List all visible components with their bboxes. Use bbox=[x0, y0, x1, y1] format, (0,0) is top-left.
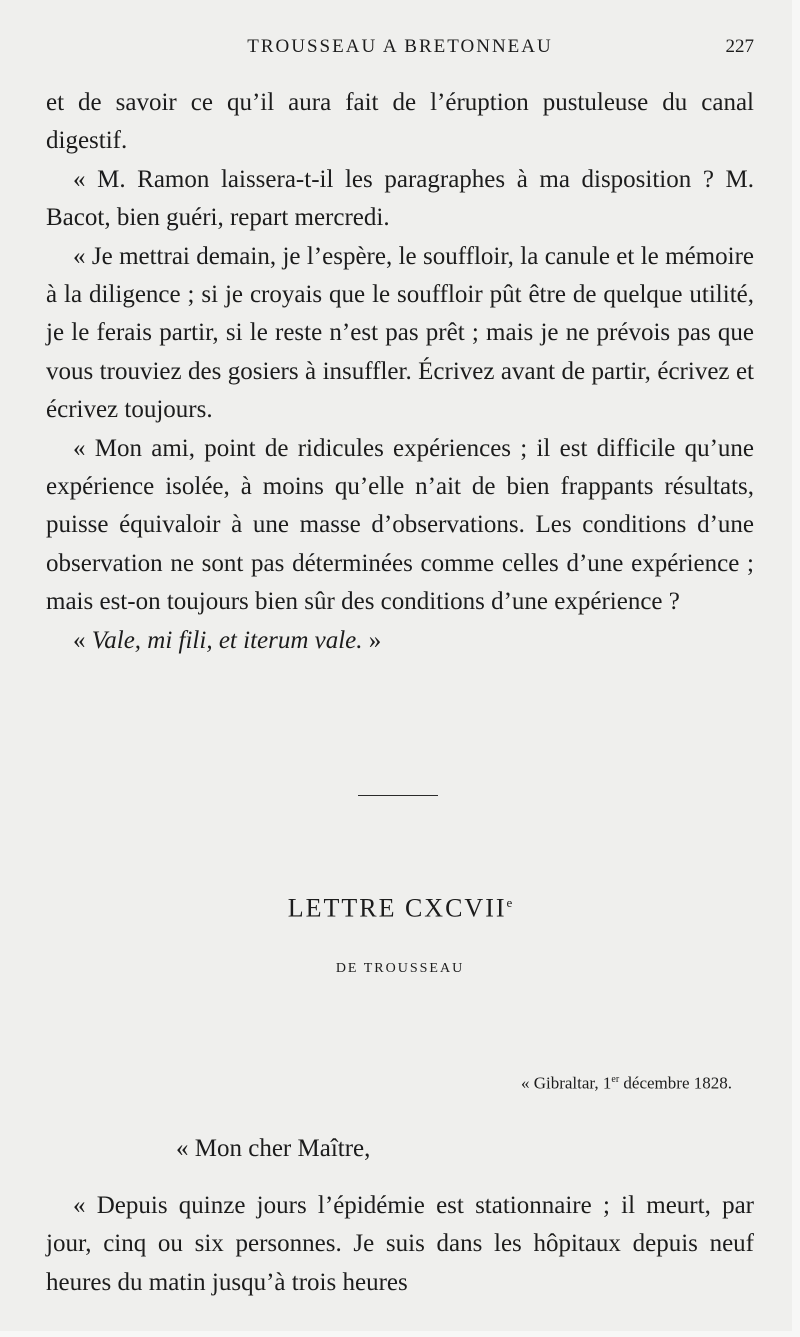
letter-title bbox=[0, 885, 800, 927]
closing-latin: Vale, mi fili, et iterum vale. bbox=[91, 626, 363, 654]
page-edge-bottom bbox=[0, 1331, 800, 1337]
paragraph-5: « Depuis quinze jours l’épidémie est stationnaire ; il meurt, par jour, cinq ou six personnes. Je suis dans les hôpitaux depuis neuf heures du matin jusqu’à trois heures bbox=[46, 1192, 754, 1296]
dateline bbox=[521, 1068, 732, 1096]
closing-line bbox=[46, 622, 754, 660]
paragraph-2: « M. Ramon laissera-t-il les paragraphes à ma disposition ? M. Bacot, bien guéri, repart mercredi. bbox=[46, 165, 754, 232]
dateline-after: décembre 1828. bbox=[619, 1073, 732, 1093]
paragraph-3: « Je mettrai demain, je l’espère, le souffloir, la canule et le mémoire à la diligence ; si je croyais que le souffloir pût être de quelque utilité, je le ferais partir, si le reste n’est pas prêt ; mais je ne prévois pas que vous trouviez des gosiers à insuffler. Écrivez avant de partir, écrivez et écrivez toujours. bbox=[46, 242, 754, 424]
letter-title-text: LETTRE CXCVII bbox=[287, 893, 507, 923]
dateline-sup: er bbox=[611, 1074, 620, 1085]
running-head bbox=[46, 34, 754, 60]
paragraph-1: et de savoir ce qu’il aura fait de l’éruption pustuleuse du canal digestif. bbox=[46, 89, 754, 155]
letter-body-top bbox=[46, 84, 754, 660]
paragraph-4: « Mon ami, point de ridicules expériences ; il est difficile qu’une expérience isolée, à moins qu’elle n’ait de bien frappants résultats, puisse équivaloir à une masse d’observations. Les conditions d’une observation ne sont pas déterminées comme celles d’une expérience ; mais est-on toujours bien sûr des conditions d’une expérience ? bbox=[46, 434, 754, 616]
letter-body-bottom bbox=[46, 1187, 754, 1302]
dateline-before: « Gibraltar, 1 bbox=[520, 1073, 612, 1093]
letter-title-sup: e bbox=[506, 895, 513, 910]
section-divider bbox=[358, 795, 438, 796]
running-title: TROUSSEAU A BRETONNEAU bbox=[247, 36, 553, 57]
closing-open-quote: « bbox=[73, 626, 92, 654]
salutation: « Mon cher Maître, bbox=[176, 1135, 371, 1162]
page-number: 227 bbox=[725, 36, 754, 57]
closing-close-quote: » bbox=[362, 626, 382, 654]
page-edge-right bbox=[792, 0, 800, 1337]
letter-subtitle: DE TROUSSEAU bbox=[335, 961, 465, 976]
